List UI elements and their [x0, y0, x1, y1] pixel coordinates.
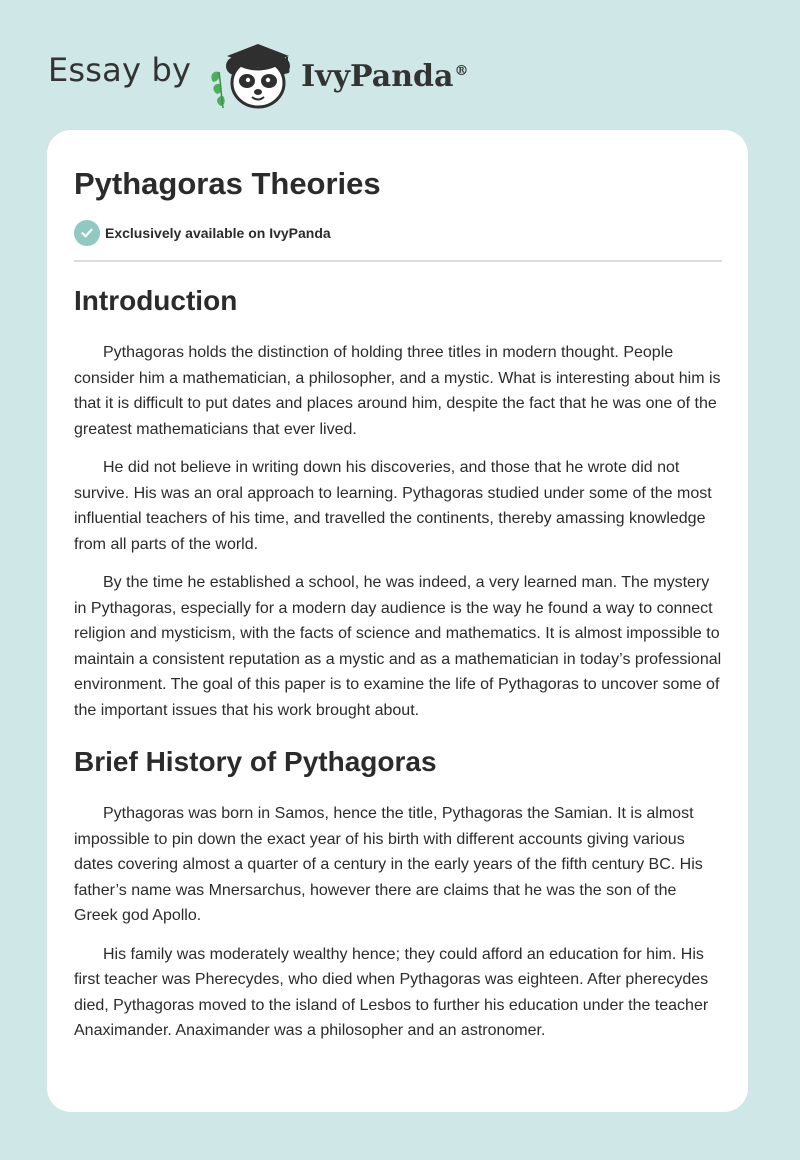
paragraph: Pythagoras was born in Samos, hence the title, Pythagoras the Samian. It is almost impossible to pin down the exact year of his birth with different accounts giving various dates covering almost a quarter of a century in the early years of the fifth century BC. His father’s name was Mnersarchus, however there are claims that he was the son of the Greek god Apollo. — [74, 805, 703, 924]
exclusive-badge — [74, 220, 722, 246]
badge-label: Exclusively available on IvyPanda — [105, 225, 331, 241]
section-brief-history — [74, 745, 722, 1044]
check-circle-icon — [74, 220, 100, 246]
registered-mark: ® — [454, 62, 469, 79]
section-heading: Introduction — [74, 285, 238, 316]
panda-graduate-icon — [207, 36, 299, 112]
brand-prefix: Essay by — [48, 51, 192, 89]
essay-card — [47, 130, 748, 1112]
section-introduction — [74, 284, 722, 723]
page-title: Pythagoras Theories — [74, 166, 381, 201]
section-heading: Brief History of Pythagoras — [74, 746, 437, 777]
brand-name-text: IvyPanda — [301, 58, 454, 94]
paragraph: He did not believe in writing down his discoveries, and those that he wrote did not survive. His was an oral approach to learning. Pythagoras studied under some of the most influential teachers of his time, and travelled the continents, thereby amassing knowledge from all parts of the world. — [74, 459, 712, 553]
title-divider — [74, 260, 722, 262]
paragraph: His family was moderately wealthy hence; they could afford an education for him. His first teacher was Pherecydes, who died when Pythagoras was eighteen. After pherecydes died, Pythagoras moved to the island of Lesbos to further his education under the teacher Anaximander. Anaximander was a philosopher and an astronomer. — [74, 945, 709, 1039]
paragraph: By the time he established a school, he was indeed, a very learned man. The mystery in Pythagoras, especially for a modern day audience is the way he found a way to connect religion and mysticism, with the facts of science and mathematics. It is almost impossible to maintain a consistent reputation as a mystic and as a mathematician in today’s professional environment. The goal of this paper is to examine the life of Pythagoras to uncover some of the important issues that his work brought about. — [74, 574, 722, 719]
brand-name — [301, 59, 468, 94]
site-brand[interactable] — [48, 36, 468, 112]
paragraph: Pythagoras holds the distinction of holding three titles in modern thought. People consider him a mathematician, a philosopher, and a mystic. What is interesting about him is that it is difficult to put dates and places around him, despite the fact that he was one of the greatest mathematicians that ever lived. — [74, 344, 721, 438]
